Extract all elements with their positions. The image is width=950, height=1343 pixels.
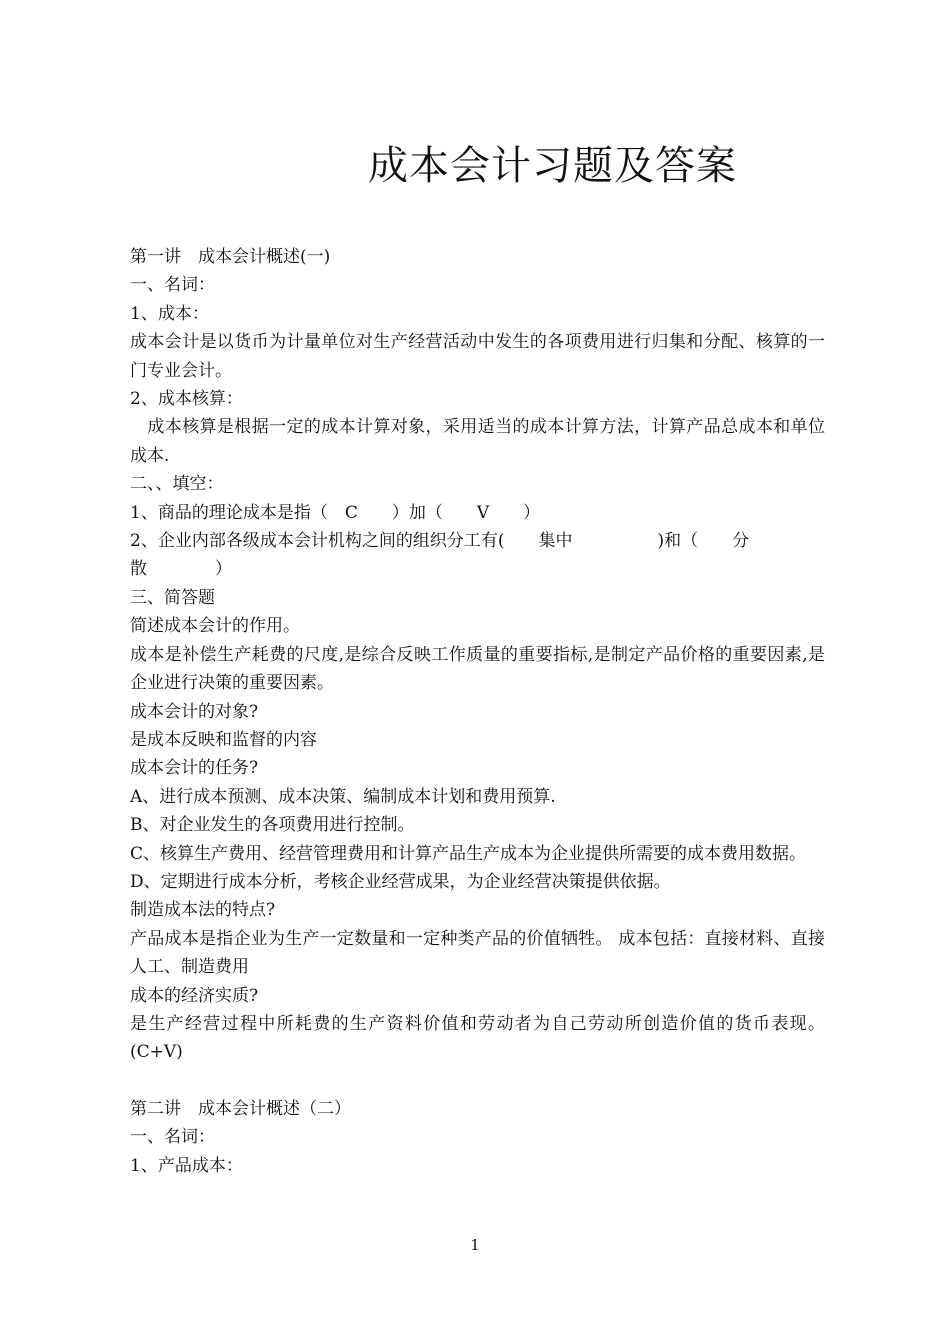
- section-heading-terms: 一、名词：: [130, 275, 215, 296]
- fill-question-2-line1: 2、企业内部各级成本会计机构之间的组织分工有( 集中 )和（ 分: [130, 531, 750, 552]
- term-heading-cost: 1、成本：: [130, 303, 209, 324]
- answer-3-c: C、核算生产费用、经营管理费用和计算产品生产成本为企业提供所需要的成本费用数据。: [130, 843, 807, 864]
- answer-3-a: A、进行成本预测、成本决策、编制成本计划和费用预算.: [130, 786, 556, 807]
- term-heading-cost-accounting: 2、成本核算：: [130, 389, 243, 410]
- section-spacer: [130, 1067, 825, 1095]
- lecture2-section-heading-terms: 一、名词：: [130, 1127, 215, 1148]
- lecture2-term-heading-product-cost: 1、产品成本：: [130, 1155, 243, 1176]
- section-heading-short-answer: 三、简答题: [130, 587, 215, 608]
- answer-4: 产品成本是指企业为生产一定数量和一定种类产品的价值牺牲。 成本包括：直接材料、直接人工、制造费用: [130, 928, 825, 978]
- answer-2: 是成本反映和监督的内容: [130, 729, 317, 750]
- lecture2-heading: 第二讲 成本会计概述（二）: [130, 1098, 351, 1119]
- question-4: 制造成本法的特点?: [130, 900, 276, 921]
- document-title: 成本会计习题及答案: [368, 143, 737, 189]
- answer-3-d: D、定期进行成本分析，考核企业经营成果，为企业经营决策提供依据。: [130, 871, 671, 892]
- question-5: 成本的经济实质?: [130, 985, 259, 1006]
- answer-1: 成本是补偿生产耗费的尺度,是综合反映工作质量的重要指标,是制定产品价格的重要因素,是企业进行决策的重要因素。: [130, 644, 825, 694]
- question-3: 成本会计的任务?: [130, 758, 259, 779]
- term-definition-cost-accounting: 成本核算是根据一定的成本计算对象，采用适当的成本计算方法，计算产品总成本和单位成本.: [130, 417, 825, 466]
- fill-question-2-line2: 散 ）: [130, 559, 232, 580]
- lecture1-heading: 第一讲 成本会计概述(一): [130, 247, 331, 267]
- fill-question-1: 1、商品的理论成本是指（ C ）加（ V ）: [130, 502, 541, 523]
- section-heading-fill: 二、、填空：: [130, 474, 224, 495]
- question-2: 成本会计的对象?: [130, 701, 259, 722]
- page-number: 1: [470, 1236, 480, 1254]
- answer-5: 是生产经营过程中所耗费的生产资料价值和劳动者为自己劳动所创造价值的货币表现。(C+V): [130, 1013, 825, 1063]
- document-body: [130, 243, 825, 1180]
- question-1: 简述成本会计的作用。: [130, 616, 300, 637]
- answer-3-b: B、对企业发生的各项费用进行控制。: [130, 815, 415, 836]
- term-definition-cost: 成本会计是以货币为计量单位对生产经营活动中发生的各项费用进行归集和分配、核算的一门专业会计。: [130, 332, 825, 381]
